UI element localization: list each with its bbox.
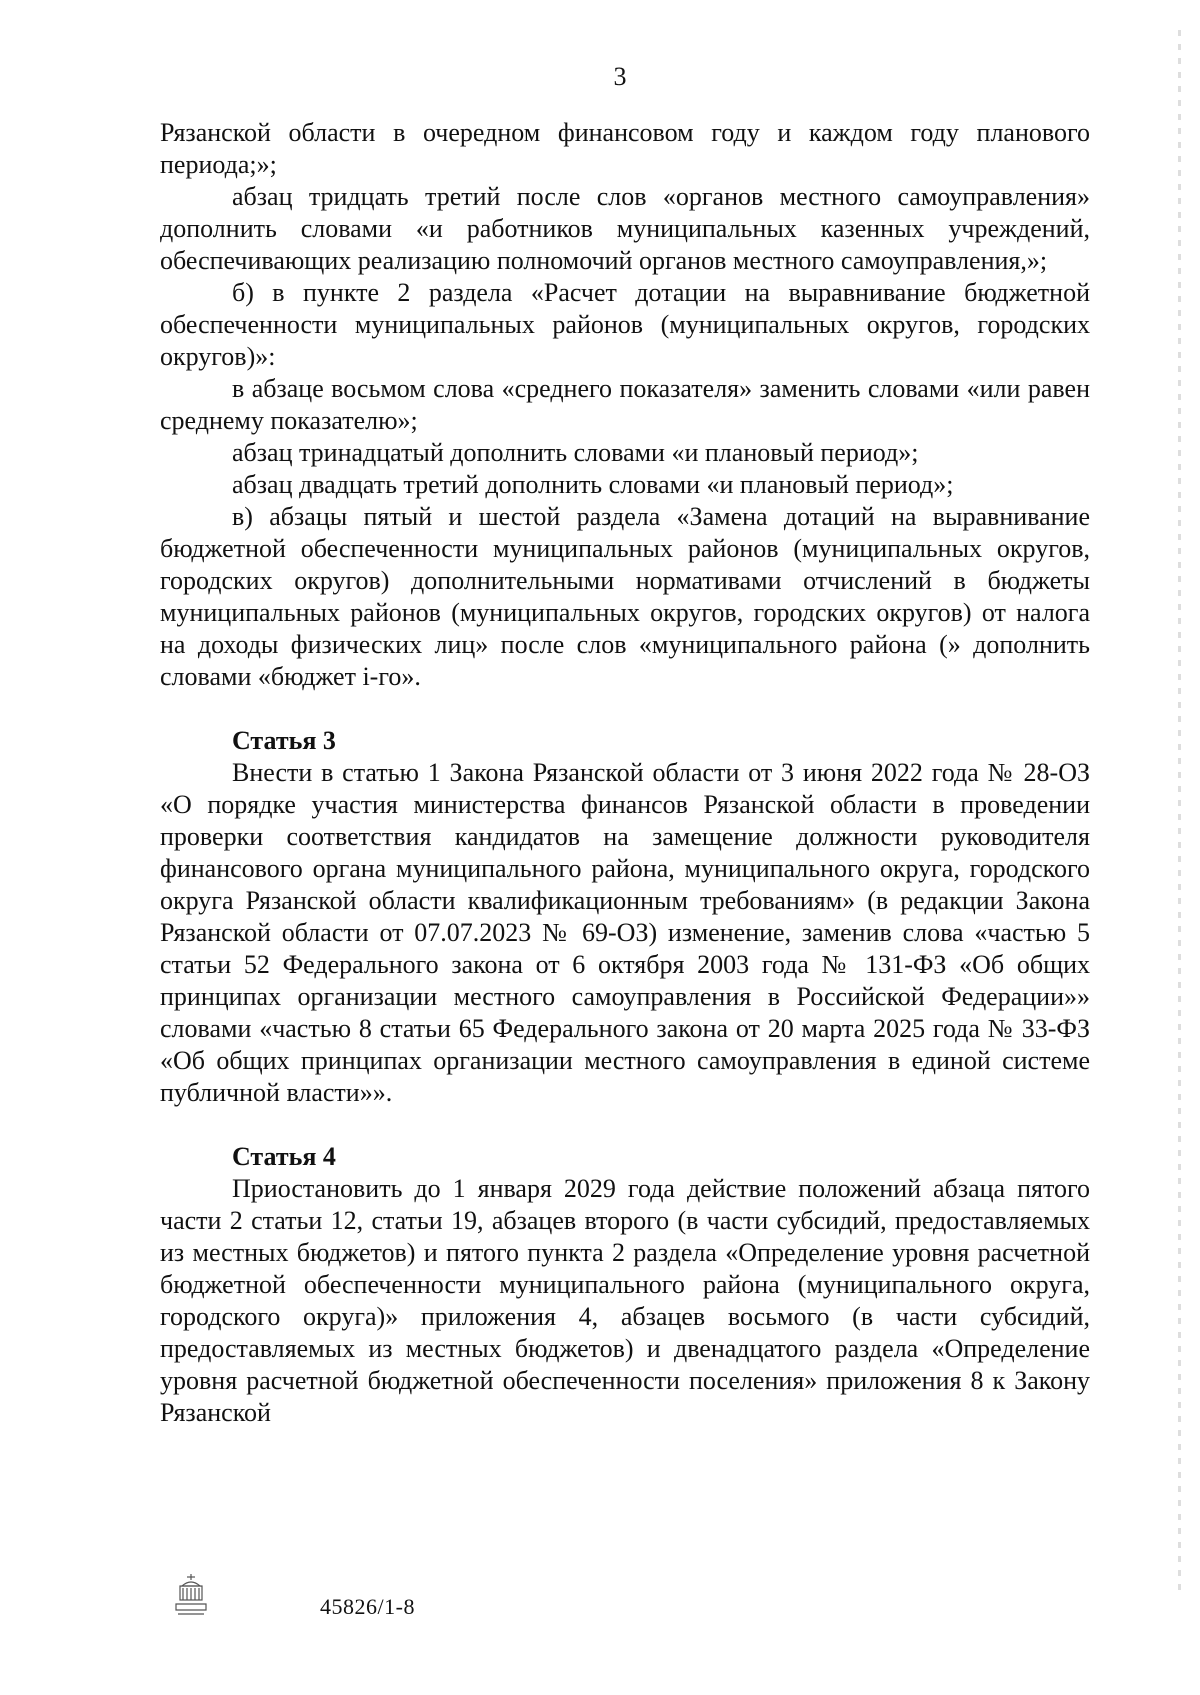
document-body <box>160 117 1090 1429</box>
spacer <box>160 693 1090 725</box>
paragraph: б) в пункте 2 раздела «Расчет дотации на выравнивание бюджетной обеспеченности муниципальных районов (муниципальных округов, городских округов)»: <box>160 278 1090 371</box>
paragraph: в абзаце восьмом слова «среднего показателя» заменить словами «или равен среднему показателю»; <box>160 374 1090 435</box>
article-3-heading: Статья 3 <box>232 726 336 755</box>
paragraph: абзац тридцать третий после слов «органов местного самоуправления» дополнить словами «и работников муниципальных казенных учреждений, обеспечивающих реализацию полномочий органов местного самоуправления,»; <box>160 182 1090 275</box>
paragraph-continuation: Рязанской области в очередном финансовом году и каждом году планового периода;»; <box>160 118 1090 179</box>
paragraph: абзац тринадцатый дополнить словами «и плановый период»; <box>232 438 919 467</box>
article-3-text: Внести в статью 1 Закона Рязанской области от 3 июня 2022 года № 28-ОЗ «О порядке участия министерства финансов Рязанской области в проведении проверки соответствия кандидатов на замещение должности руководителя финансового органа муниципального района, муниципального округа, городского округа Рязанской области квалификационным требованиям» (в редакции Закона Рязанской области от 07.07.2023 № 69-ОЗ) изменение, заменив слова «частью 5 статьи 52 Федерального закона от 6 октября 2003 года № 131-ФЗ «Об общих принципах организации местного самоуправления в Российской Федерации»» словами «частью 8 статьи 65 Федерального закона от 20 марта 2025 года № 33-ФЗ «Об общих принципах организации местного самоуправления в единой системе публичной власти»». <box>160 758 1090 1107</box>
page-number: 3 <box>613 62 627 91</box>
scan-edge-artifact <box>1178 30 1181 1590</box>
paragraph: абзац двадцать третий дополнить словами «и плановый период»; <box>232 470 954 499</box>
paragraph: в) абзацы пятый и шестой раздела «Замена дотаций на выравнивание бюджетной обеспеченности муниципальных районов (муниципальных округов, городских округов) дополнительными нормативами отчислений в бюджеты муниципальных районов (муниципальных округов, городских округов) от налога на доходы физических лиц» после слов «муниципального района (» дополнить словами «бюджет i-го». <box>160 502 1090 691</box>
spacer <box>160 1109 1090 1141</box>
article-4-heading: Статья 4 <box>232 1142 336 1171</box>
coat-of-arms-icon <box>172 1570 210 1618</box>
document-code: 45826/1-8 <box>320 1594 415 1619</box>
article-4-text: Приостановить до 1 января 2029 года действие положений абзаца пятого части 2 статьи 12, статьи 19, абзацев второго (в части субсидий, предоставляемых из местных бюджетов) и пятого пункта 2 раздела «Определение уровня расчетной бюджетной обеспеченности муниципального района (муниципального округа, городского округа)» приложения 4, абзацев восьмого (в части субсидий, предоставляемых из местных бюджетов) и двенадцатого раздела «Определение уровня расчетной бюджетной обеспеченности поселения» приложения 8 к Закону Рязанской <box>160 1174 1090 1427</box>
